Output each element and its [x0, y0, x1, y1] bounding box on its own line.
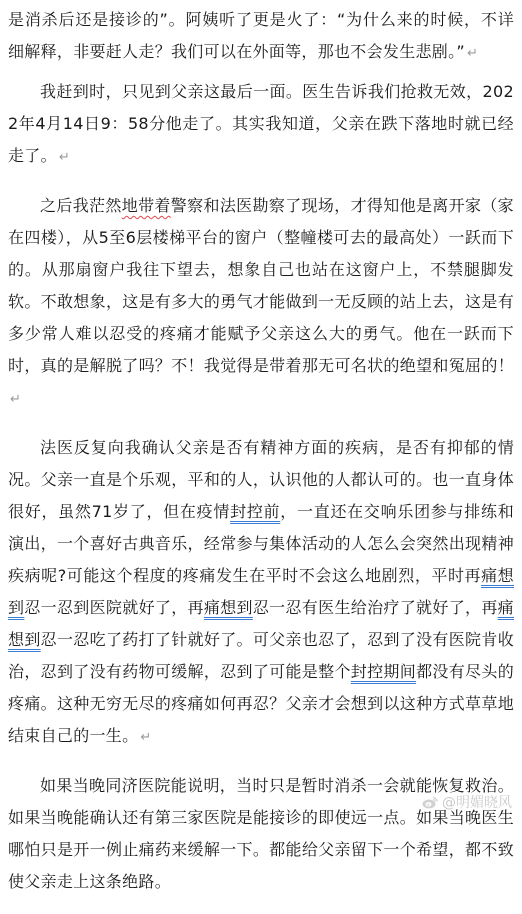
watermark-text: @明媚晓风 [442, 795, 512, 811]
grammar-underlined-text[interactable]: 痛想到 [8, 598, 514, 649]
paragraph [8, 76, 514, 174]
paragraph-text: 如果当晚同济医院能说明，当时只是暂时消杀一会就能恢复救治。如果当晚能确认还有第三家医院是能接诊的即使远一点。如果当晚医生哪怕只是开一例止痛药来缓解一下。都能给父亲留下一个希望，都不致使父亲走上这条绝路。 [8, 776, 514, 891]
paragraph [8, 770, 514, 898]
text-run: ，一直还在交响乐团参与排练和演出，一个喜好古典音乐，经常参与集体活动的人怎么会突然出现精神疾病呢?可能这个程度的疼痛发生在平时不会这么地剧烈，平时再 [8, 502, 515, 585]
text-run: 都没有尽头的疼痛。这种无穷无尽的疼痛如何再忍？父亲才会想到以这种方式草草地结束自己的一生。 [8, 662, 514, 745]
grammar-underlined-text[interactable]: 痛想到 [203, 598, 253, 617]
text-run: 法医反复向我确认父亲是否有精神方面的疾病，是否有抑郁的情况。父亲一直是个乐观，平和的人，认识他的人都认可的。也一直身体很好，虽然71岁了，但在疫情 [8, 438, 514, 521]
text-run: 忍一忍有医生给治疗了就好了，再 [252, 598, 498, 617]
document-body [8, 4, 514, 914]
text-run: 之后我茫然 [40, 196, 122, 215]
spellcheck-underlined-text[interactable]: 地带着 [121, 196, 171, 215]
weibo-logo-icon [422, 796, 438, 809]
paragraph [8, 432, 514, 754]
watermark [422, 792, 512, 812]
paragraph-mark-icon: ↵ [58, 150, 71, 165]
text-run: 忍一忍到医院就好了，再 [24, 598, 204, 617]
paragraph-text: 是消杀后还是接诊的”。阿姨听了更是火了：“为什么来的时候，不详细解释，非要赶人走？我们可以在外面等，那也不会发生悲剧。” [8, 10, 514, 61]
paragraph [8, 190, 514, 416]
paragraph [8, 4, 514, 70]
text-run: 忍一忍吃了药打了针就好了。可父亲也忍了，忍到了没有医院肯收治，忍到了没有药物可缓解，忍到了可能是整个 [8, 630, 514, 681]
grammar-underlined-text[interactable]: 封控期间 [350, 662, 417, 681]
paragraph-text: 我赶到时，只见到父亲这最后一面。医生告诉我们抢救无效，2022年4月14日9：58分他走了。其实我知道，父亲在跌下落地时就已经走了。 [8, 82, 514, 165]
paragraph-mark-icon: ↵ [10, 392, 22, 407]
grammar-underlined-text[interactable]: 封控前 [230, 502, 281, 521]
paragraph-mark-icon: ↵ [467, 46, 479, 61]
text-run: 警察和法医勘察了现场，才得知他是离开家（家在四楼），从5至6层楼梯平台的窗户（整幢楼可去的最高处）一跃而下的。从那扇窗户我往下望去，想象自己也站在这窗户上，不禁腿脚发软。不敢想象，这是有多大的勇气才能做到一无反顾的站上去，这是有多少常人难以忍受的疼痛才能赋予父亲这么大的勇气。他在一跃而下时，真的是解脱了吗？不！我觉得是带着那无可名状的绝望和冤屈的！ [8, 196, 514, 375]
paragraph-mark-icon: ↵ [140, 730, 152, 745]
grammar-underlined-text[interactable]: 痛想到 [8, 566, 514, 617]
